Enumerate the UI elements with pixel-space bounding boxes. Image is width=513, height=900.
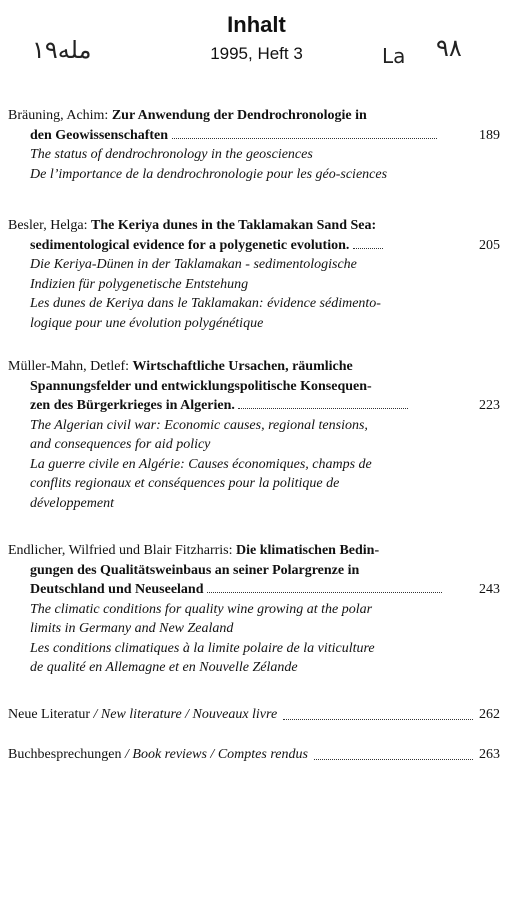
entry-head-line-3 — [8, 580, 500, 600]
entry-head-line-2 — [8, 561, 500, 581]
entry-title-cont: Spannungsfelder und entwicklungspolitische Konsequen- — [30, 378, 372, 394]
entry-authors: Müller-Mahn, Detlef: — [8, 359, 133, 374]
entry-line — [8, 745, 500, 765]
entry-head-line-2 — [8, 377, 500, 397]
entry-title: Wirtschaftliche Ursachen, räumliche — [132, 359, 353, 374]
issue-label: 1995, Heft 3 — [210, 44, 303, 63]
toc-entry-2[interactable] — [8, 216, 500, 333]
entry-translation: and consequences for aid policy — [30, 437, 211, 452]
entry-translation: Indizien für polygenetische Entstehung — [30, 276, 249, 292]
dot-leader — [238, 407, 408, 409]
entry-page-number: 263 — [479, 747, 500, 762]
entry-authors: Besler, Helga: — [8, 218, 92, 233]
entry-page-number: 262 — [479, 707, 500, 722]
toc-entry-1[interactable] — [8, 106, 500, 184]
page-title: Inhalt — [227, 12, 286, 37]
toc-entry-new-literature[interactable] — [8, 705, 500, 725]
entry-page-number: 223 — [479, 398, 500, 413]
handwritten-note-middle: La — [382, 44, 406, 68]
entry-translation: logique pour une évolution polygénétique — [30, 315, 264, 331]
entry-head-line-1 — [8, 216, 500, 236]
entry-translation: / New literature / Nouveaux livre — [90, 707, 278, 722]
entry-translation: conflits regionaux et conséquences pour la politique de — [30, 476, 340, 491]
entry-title-cont: zen des Bürgerkrieges in Algerien. — [30, 398, 235, 413]
dot-leader — [172, 137, 437, 139]
entry-title-cont: gungen des Qualitätsweinbaus an seiner Polargrenze in — [30, 562, 360, 578]
entry-translation: The status of dendrochronology in the geosciences — [30, 147, 313, 162]
entry-title: Zur Anwendung der Dendrochronologie in — [111, 108, 367, 123]
entry-translation: limits in Germany and New Zealand — [30, 621, 234, 636]
entry-head-line-1 — [8, 106, 500, 126]
entry-translation: / Book reviews / Comptes rendus — [121, 747, 308, 762]
entry-label: Buchbesprechungen — [8, 747, 122, 762]
entry-translation: The climatic conditions for quality wine growing at the polar — [30, 601, 373, 617]
dot-leader — [314, 759, 473, 760]
entry-head-line-1 — [8, 541, 500, 561]
entry-translation: développement — [30, 495, 114, 511]
entry-title-cont: Deutschland und Neuseeland — [30, 582, 204, 597]
entry-title-cont: sedimentological evidence for a polygenetic evolution. — [30, 237, 350, 253]
entry-translation: Les dunes de Keriya dans le Taklamakan: évidence sédimento- — [30, 296, 381, 311]
entry-authors: Bräuning, Achim: — [8, 108, 112, 123]
entry-translation: de qualité en Allemagne et en Nouvelle Zélande — [30, 660, 298, 675]
entry-title-cont: den Geowissenschaften — [30, 127, 169, 143]
entry-head-line-2 — [8, 126, 500, 146]
handwritten-note-left: ﻣﻠﻪ۱۹ — [32, 36, 92, 64]
entry-translation: La guerre civile en Algérie: Causes économiques, champs de — [30, 456, 372, 472]
entry-page-number: 205 — [479, 237, 500, 253]
entry-title: Die klimatischen Bedin- — [236, 543, 380, 558]
entry-translation: Les conditions climatiques à la limite polaire de la viticulture — [30, 640, 375, 656]
entry-title: The Keriya dunes in the Taklamakan Sand Sea: — [91, 218, 377, 233]
entry-label: Neue Literatur — [8, 707, 91, 722]
entry-head-line-2 — [8, 236, 500, 256]
entry-page-number: 243 — [479, 582, 500, 597]
toc-entry-3[interactable] — [8, 357, 500, 513]
entry-line — [8, 705, 500, 725]
entry-translation: Die Keriya-Dünen in der Taklamakan - sedimentologische — [30, 257, 357, 272]
dot-leader — [207, 591, 442, 593]
entry-authors: Endlicher, Wilfried und Blair Fitzharris: — [8, 543, 237, 558]
entry-translation: De l’importance de la dendrochronologie pour les géo-sciences — [30, 166, 388, 182]
entry-head-line-1 — [8, 357, 500, 377]
entry-page-number: 189 — [479, 127, 500, 143]
dot-leader — [283, 719, 473, 720]
entry-head-line-3 — [8, 396, 500, 416]
toc-entry-book-reviews[interactable] — [8, 745, 500, 765]
dot-leader — [353, 247, 383, 249]
handwritten-note-right: ۹۸ — [436, 34, 462, 62]
entry-translation: The Algerian civil war: Economic causes, regional tensions, — [30, 417, 368, 433]
toc-entry-4[interactable] — [8, 541, 500, 678]
